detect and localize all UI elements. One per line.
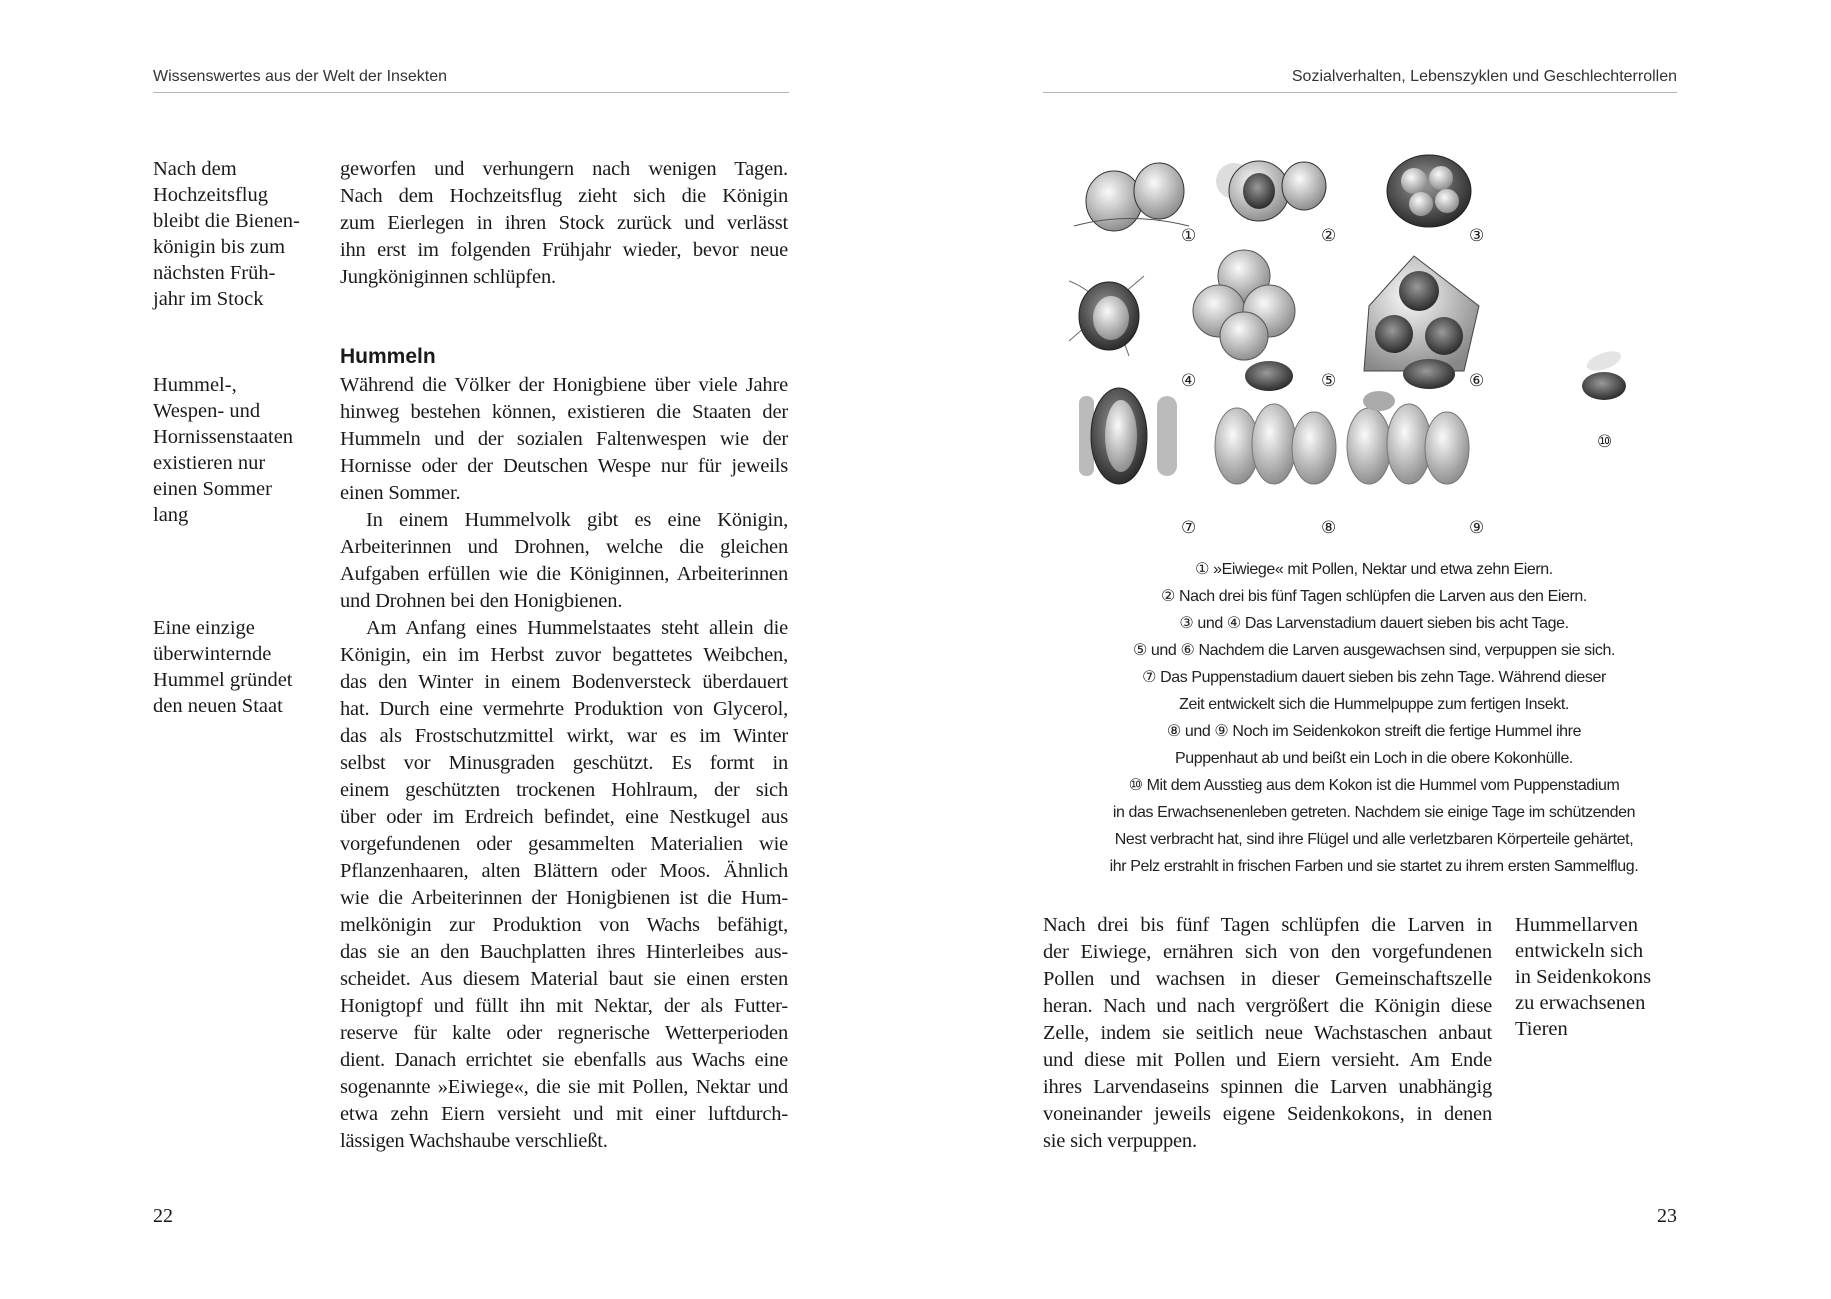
text-line: ihn erst im folgenden Frühjahr wieder, bevor neue (340, 239, 788, 261)
note-line: existieren nur (153, 452, 266, 474)
note-line: Hornissenstaaten (153, 426, 294, 448)
text-line: scheidet. Aus diesem Material baut sie einen ersten (340, 968, 788, 990)
caption-line: ① »Eiwiege« mit Pollen, Nektar und etwa zehn Eiern. (1195, 561, 1553, 578)
text-line: dient. Danach errichtet sie ebenfalls aus Wachs eine (340, 1049, 788, 1071)
header-rule-left (153, 92, 789, 93)
note-line: Hummel gründet (153, 669, 293, 691)
note-line: einen Sommer (153, 478, 272, 500)
text-line: das den Winter in einem Bodenversteck überdauert (340, 671, 788, 693)
figure-number: ⑦ (1181, 518, 1197, 538)
text-line: Königin, ein im Herbst zuvor begattetes Weibchen, (340, 644, 788, 666)
note-line: königin bis zum (153, 236, 286, 258)
margin-note-right (1515, 912, 1651, 1042)
stage-10-adult-bumblebee (1582, 347, 1626, 400)
caption-line: Zeit entwickelt sich die Hummelpuppe zum fertigen Insekt. (1179, 696, 1569, 713)
note-line: in Seidenkokons (1515, 966, 1652, 988)
text-line: das sie an den Bauchplatten ihres Hinterleibes aus- (340, 941, 788, 963)
caption-line: Puppenhaut ab und beißt ein Loch in die obere Kokonhülle. (1175, 750, 1573, 767)
text-line: und diese mit Pollen und Eiern versieht. Am Ende (1043, 1049, 1492, 1071)
note-line: Hummellarven (1515, 914, 1638, 936)
stage-6-cells-cross-section (1364, 256, 1479, 371)
text-line: Honigtopf und füllt ihn mit Nektar, der als Futter- (340, 995, 788, 1017)
text-line: selbst vor Minusgraden geschützt. Es formt in (340, 752, 788, 774)
right-body-text (1043, 912, 1492, 1155)
text-line: Zelle, indem sie seitlich neue Wachstaschen anbaut (1043, 1022, 1492, 1044)
stage-5-cocoons (1193, 250, 1295, 360)
text-line: Hummeln und der sozialen Faltenwespen wie der (340, 428, 788, 450)
text-line: Während die Völker der Honigbiene über viele Jahre (340, 374, 788, 396)
figure-number: ④ (1181, 371, 1197, 391)
text-line: Arbeiterinnen und Drohnen, welche die gleichen (340, 536, 788, 558)
figure-number: ① (1181, 226, 1197, 246)
caption-line: ② Nach drei bis fünf Tagen schlüpfen die Larven aus den Eiern. (1161, 588, 1587, 605)
text-line: vorgefundenen oder gesammelten Materialien wie (340, 833, 788, 855)
text-line: reserve für kalte oder regnerische Wetterperioden (340, 1022, 788, 1044)
note-line: Hummel-, (153, 374, 237, 396)
text-line: einem geschützten trockenen Hohlraum, der sich (340, 779, 788, 801)
stage-1-egg-cup (1074, 163, 1189, 231)
caption-line: ⑤ und ⑥ Nachdem die Larven ausgewachsen sind, verpuppen sie sich. (1132, 642, 1616, 659)
text-line: lässigen Wachshaube verschließt. (340, 1130, 608, 1152)
text-line: geworfen und verhungern nach wenigen Tagen. (340, 158, 788, 180)
stage-2-larvae-hatch (1216, 161, 1326, 221)
caption-line: ③ und ④ Das Larvenstadium dauert sieben bis acht Tage. (1179, 615, 1569, 632)
running-header-right: Sozialverhalten, Lebenszyklen und Geschlechterrollen (1291, 68, 1677, 85)
text-line: Am Anfang eines Hummelstaates steht allein die (366, 617, 788, 639)
figure-number: ⑨ (1469, 518, 1485, 538)
header-rule-right (1043, 92, 1677, 93)
text-line: sie sich verpuppen. (1043, 1130, 1197, 1152)
text-line: einen Sommer. (340, 482, 461, 504)
text-line: Pollen und wachsen in dieser Gemeinschaftszelle (1043, 968, 1492, 990)
note-line: Hochzeitsflug (153, 184, 268, 206)
note-line: lang (153, 504, 189, 526)
margin-note-3 (153, 615, 293, 719)
text-line: Nach drei bis fünf Tagen schlüpfen die Larven in (1043, 914, 1492, 936)
text-line: sogenannte »Eiwiege«, die sie mit Pollen, Nektar und (340, 1076, 788, 1098)
stage-8-cocoons-bee (1215, 361, 1336, 484)
stage-9-cocoons-bee (1347, 359, 1469, 484)
note-line: Eine einzige (153, 617, 255, 639)
running-header-left: Wissenswertes aus der Welt der Insekten (153, 68, 448, 85)
text-line: melkönigin zur Produktion von Wachs befähigt, (340, 914, 788, 936)
section-heading: Hummeln (340, 345, 436, 368)
margin-note-1 (153, 156, 300, 312)
figure-caption (1069, 556, 1679, 880)
caption-line: ⑩ Mit dem Ausstieg aus dem Kokon ist die Hummel vom Puppenstadium (1128, 777, 1620, 794)
intro-paragraph (340, 156, 788, 291)
main-body-text (340, 372, 788, 1155)
text-line: der Eiwiege, ernähren sich von den vorgefundenen (1043, 941, 1492, 963)
note-line: den neuen Staat (153, 695, 283, 717)
figure-number: ⑩ (1597, 432, 1613, 452)
text-line: Aufgaben erfüllen wie die Königinnen, Arbeiterinnen (340, 563, 788, 585)
caption-line: ⑦ Das Puppenstadium dauert sieben bis zehn Tage. Während dieser (1142, 669, 1606, 686)
figure-number: ③ (1469, 226, 1485, 246)
note-line: nächsten Früh- (153, 262, 276, 284)
text-line: über oder im Erdreich befindet, eine Nestkugel aus (340, 806, 788, 828)
stage-7-pupa (1079, 388, 1177, 484)
caption-line: ihr Pelz erstrahlt in frischen Farben und sie startet zu ihrem ersten Sammelflug. (1109, 858, 1639, 875)
text-line: zum Eierlegen in ihren Stock zurück und verlässt (340, 212, 788, 234)
text-line: etwa zehn Eiern versieht und mit einer luftdurch- (340, 1103, 788, 1125)
figure-number: ⑤ (1321, 371, 1337, 391)
text-line: Hornisse oder der Deutschen Wespe nur für jeweils (340, 455, 788, 477)
caption-line: ⑧ und ⑨ Noch im Seidenkokon streift die fertige Hummel ihre (1166, 723, 1582, 740)
text-line: wie die Arbeiterinnen der Honigbienen ist die Hum- (340, 887, 788, 909)
page-number-left: 22 (153, 1205, 173, 1227)
note-line: Tieren (1515, 1018, 1568, 1040)
margin-note-2 (153, 372, 293, 528)
text-line: In einem Hummelvolk gibt es eine Königin, (366, 509, 788, 531)
text-line: Jungköniginnen schlüpfen. (340, 266, 556, 288)
text-line: ihres Larvendaseins spinnen die Larven unabhängig (1043, 1076, 1492, 1098)
note-line: Wespen- und (153, 400, 261, 422)
caption-line: in das Erwachsenenleben getreten. Nachdem sie einige Tage im schützenden (1112, 804, 1636, 821)
note-line: jahr im Stock (153, 288, 264, 310)
page-number-right: 23 (1657, 1205, 1677, 1227)
text-line: das als Frostschutzmittel wirkt, war es im Winter (340, 725, 788, 747)
note-line: Nach dem (153, 158, 237, 180)
text-line: hinweg bestehen können, existieren die Staaten der (340, 401, 788, 423)
text-line: und Drohnen bei den Honigbienen. (340, 590, 623, 612)
stage-4-larva-cell (1069, 276, 1144, 356)
stage-3-larvae-cluster (1387, 155, 1471, 227)
note-line: zu erwachsenen (1515, 992, 1646, 1014)
figure-number: ② (1321, 226, 1337, 246)
bumblebee-lifecycle-illustration (1069, 146, 1679, 541)
text-line: hat. Durch eine vermehrte Produktion von Glycerol, (340, 698, 788, 720)
note-line: bleibt die Bienen- (153, 210, 300, 232)
caption-line: Nest verbracht hat, sind ihre Flügel und alle verletzbaren Körperteile gehärtet, (1114, 831, 1634, 848)
text-line: voneinander jeweils eigene Seidenkokons, in denen (1043, 1103, 1492, 1125)
figure-number: ⑧ (1321, 518, 1337, 538)
text-line: heran. Nach und nach vergrößert die Königin diese (1043, 995, 1492, 1017)
text-line: Pflanzenhaaren, alten Blättern oder Moos. Ähnlich (340, 860, 788, 882)
note-line: überwinternde (153, 643, 272, 665)
text-line: Nach dem Hochzeitsflug zieht sich die Königin (340, 185, 788, 207)
figure-number: ⑥ (1469, 371, 1485, 391)
note-line: entwickeln sich (1515, 940, 1644, 962)
